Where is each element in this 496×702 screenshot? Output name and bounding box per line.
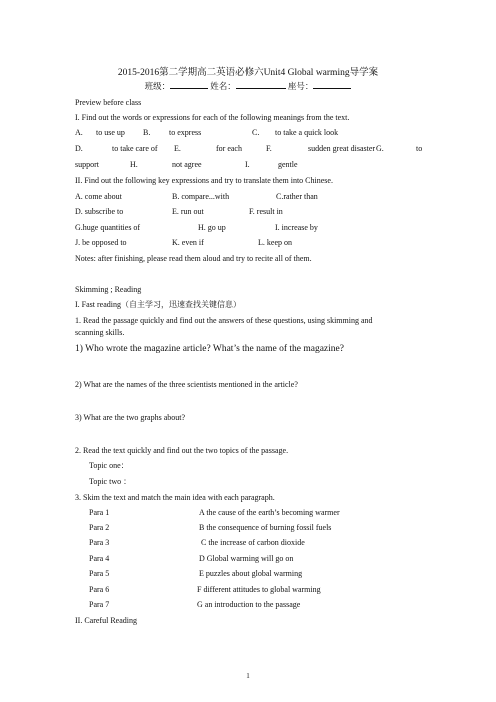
opt-label: B. <box>143 128 151 137</box>
expression: A. come about <box>75 192 122 201</box>
opt-label: C. <box>252 128 260 137</box>
para-label: Para 2 <box>89 523 110 532</box>
expression: B. compare...with <box>172 192 230 201</box>
topic-one-label: Topic one： <box>89 461 129 470</box>
expression: K. even if <box>172 238 204 247</box>
question-1-line1: 1. Read the passage quickly and find out the answers of these questions, using skimming and <box>75 316 373 325</box>
student-info-line <box>0 80 496 92</box>
para-label: Para 5 <box>89 569 110 578</box>
opt-text: sudden great disaster <box>308 144 376 153</box>
main-idea: F different attitudes to global warming <box>197 585 321 594</box>
section2-heading: II. Find out the following key expressions and try to translate them into Chinese. <box>75 176 333 185</box>
para-label: Para 1 <box>89 508 110 517</box>
opt-label: E. <box>174 144 181 153</box>
name-label: 姓名： <box>210 81 236 91</box>
para-label: Para 3 <box>89 538 110 547</box>
opt-text: to use up <box>96 128 125 137</box>
main-idea: B the consequence of burning fossil fuels <box>199 523 332 532</box>
opt-text: support <box>75 160 99 169</box>
notes-text: Notes: after finishing, please read them aloud and try to recite all of them. <box>75 254 312 263</box>
seat-label: 座号： <box>287 81 314 91</box>
question-1-1: 1) Who wrote the magazine article? What’s the name of the magazine? <box>75 344 344 354</box>
topic-two-label: Topic two ： <box>89 477 132 486</box>
opt-label: F. <box>266 144 272 153</box>
expression: I. increase by <box>275 223 318 232</box>
question-3: 3. Skim the text and match the main idea with each paragraph. <box>75 493 275 502</box>
opt-label: A. <box>75 128 83 137</box>
question-1-line2: scanning skills. <box>75 328 125 337</box>
opt-text: for each <box>216 144 242 153</box>
expression: H. go up <box>198 223 226 232</box>
main-idea: C the increase of carbon dioxide <box>201 538 305 547</box>
expression: F. result in <box>249 207 283 216</box>
question-1-3: 3) What are the two graphs about? <box>75 413 186 422</box>
expression: C.rather than <box>276 192 318 201</box>
question-1-2: 2) What are the names of the three scientists mentioned in the article? <box>75 380 298 389</box>
opt-label: D. <box>75 144 83 153</box>
skimming-heading: Skimming ; Reading <box>75 285 142 294</box>
opt-text: to express <box>169 128 202 137</box>
section1-heading: I. Find out the words or expressions for each of the following meanings from the text. <box>75 113 350 122</box>
expression: L. keep on <box>258 238 292 247</box>
main-idea: D Global warming will go on <box>199 554 294 563</box>
opt-text: to <box>416 144 423 153</box>
opt-text: gentle <box>278 160 298 169</box>
careful-reading-heading: II. Careful Reading <box>75 616 137 625</box>
class-label: 班级： <box>144 81 171 91</box>
name-blank <box>236 80 286 89</box>
expression: J. be opposed to <box>75 238 127 247</box>
expression: D. subscribe to <box>75 207 124 216</box>
preview-heading: Preview before class <box>75 98 142 107</box>
fast-reading-heading: I. Fast reading（自主学习，迅速查找关键信息） <box>75 300 241 309</box>
opt-label: I. <box>245 160 250 169</box>
page-number: 1 <box>246 672 250 680</box>
expression: E. run out <box>172 207 204 216</box>
opt-label: H. <box>130 160 138 169</box>
main-idea: G an introduction to the passage <box>197 600 301 609</box>
main-idea: E puzzles about global warming <box>199 569 303 578</box>
expression: G.huge quantities of <box>75 223 141 232</box>
opt-label: G. <box>376 144 384 153</box>
opt-text: to take a quick look <box>275 128 339 137</box>
para-label: Para 7 <box>89 600 110 609</box>
opt-text: to take care of <box>112 144 158 153</box>
question-2: 2. Read the text quickly and find out the two topics of the passage. <box>75 446 289 455</box>
para-label: Para 4 <box>89 554 110 563</box>
opt-text: not agree <box>172 160 202 169</box>
seat-blank <box>313 80 351 89</box>
page-title: 2015-2016第二学期高二英语必修六Unit4 Global warming导学案 <box>117 68 379 78</box>
para-label: Para 6 <box>89 585 110 594</box>
class-blank <box>170 80 208 89</box>
main-idea: A the cause of the earth’s becoming warmer <box>199 508 340 517</box>
